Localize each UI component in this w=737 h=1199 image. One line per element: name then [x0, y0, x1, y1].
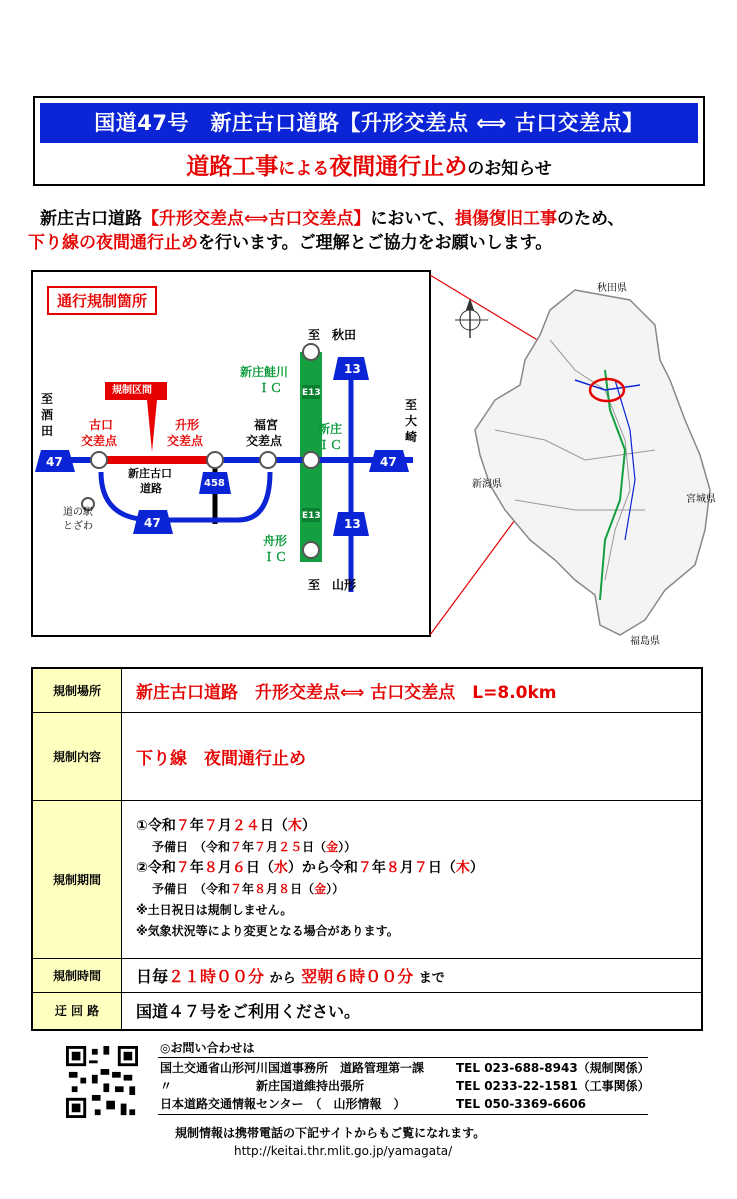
- to-akita-label: 至 秋田: [308, 328, 357, 342]
- table-row: [32, 958, 702, 992]
- shinjo-ic-label-2: ＩＣ: [318, 438, 343, 452]
- contact-line-2-tel: TEL 0233-22-1581（工事関係）: [456, 1079, 650, 1093]
- contact-line-3-org: 日本道路交通情報センター （ 山形情報 ）: [160, 1097, 406, 1111]
- row-value-content: 下り線 夜間通行止め: [122, 712, 703, 800]
- period-line-2: ②令和７年８月６日（水）から令和７年８月７日（木）: [136, 860, 484, 876]
- to-osaki-2: 大: [405, 414, 418, 428]
- to-sakata-3: 田: [41, 424, 54, 438]
- row-value-detour: 国道４７号をご利用ください。: [122, 992, 703, 1030]
- intro-in: において、: [370, 209, 456, 229]
- to-osaki-1: 至: [405, 398, 418, 412]
- subtitle-part2: による: [278, 159, 330, 179]
- intro-line-1: [40, 207, 720, 231]
- pref-akita-label: 秋田県: [597, 283, 627, 294]
- intro-for: のため、: [557, 209, 625, 229]
- pref-miyagi-label: 宮城県: [686, 494, 716, 505]
- subtitle-part3: 夜間通行止め: [329, 154, 468, 180]
- restriction-label: 規制区間: [112, 385, 152, 396]
- masukata-label-2: 交差点: [167, 434, 204, 448]
- contact-line-1-org: 国土交通省山形河川国道事務所 道路管理第一課: [160, 1061, 425, 1075]
- row-value-location: 新庄古口道路 升形交差点⟺ 古口交差点 L=8.0km: [122, 668, 703, 712]
- contact-line-2-org: 〃 新庄国道維持出張所: [160, 1079, 365, 1093]
- funagata-ic-label-1: 舟形: [263, 534, 288, 548]
- route47-shield-west: 47: [46, 455, 63, 469]
- table-row: [32, 668, 702, 712]
- qr-code[interactable]: [66, 1046, 138, 1118]
- e13-shield-north: E13: [302, 388, 321, 398]
- shinjo-sake-ic-label-1: 新庄鮭川: [240, 365, 289, 379]
- period-note-2: ※気象状況等により変更となる場合があります。: [136, 924, 399, 938]
- fukumiya-label-2: 交差点: [246, 434, 283, 448]
- route47-shield-east: 47: [380, 455, 397, 469]
- row-header-content: 規制内容: [32, 712, 122, 800]
- pref-fukushima-label: 福島県: [630, 636, 660, 647]
- route47-shield-loop: 47: [144, 516, 161, 530]
- subtitle-part4: のお知らせ: [467, 159, 552, 179]
- intro-work: 損傷復旧工事: [455, 209, 558, 229]
- road-name-label-2: 道路: [140, 482, 162, 495]
- shinjo-sake-ic-label-2: ＩＣ: [258, 381, 283, 395]
- to-sakata-2: 酒: [41, 408, 54, 422]
- michinoeki-label-1: 道の駅: [63, 507, 93, 518]
- e13-shield-south: E13: [302, 511, 321, 521]
- row-header-period: 規制期間: [32, 800, 122, 958]
- title-box: [33, 96, 705, 186]
- contact-line-1-tel: TEL 023-688-8943（規制関係）: [456, 1061, 650, 1075]
- title-bar: 国道47号 新庄古口道路【升形交差点 ⟺ 古口交差点】: [40, 103, 698, 143]
- intro-closure: 下り線の夜間通行止め: [28, 233, 198, 253]
- subtitle: [35, 148, 703, 181]
- footer-note: 規制情報は携帯電話の下記サイトからもご覧になれます。: [175, 1126, 486, 1140]
- route458-shield: 458: [204, 478, 225, 489]
- road-name-label-1: 新庄古口: [128, 467, 172, 480]
- table-row: [32, 992, 702, 1030]
- kikuchi-label-1: 古口: [89, 418, 114, 432]
- contact-heading: ◎お問い合わせは: [160, 1041, 255, 1055]
- route13-shield-north: 13: [344, 362, 361, 376]
- to-yamagata-label: 至 山形: [308, 578, 357, 592]
- kikuchi-label-2: 交差点: [81, 434, 118, 448]
- period-spare-2: 予備日 （令和７年８月８日（金））: [152, 882, 345, 896]
- schematic-map: [31, 270, 431, 637]
- masukata-label-1: 升形: [175, 418, 200, 432]
- shinjo-ic-label-1: 新庄: [318, 422, 343, 436]
- row-value-period: [122, 800, 703, 958]
- route13-shield-south: 13: [344, 517, 361, 531]
- to-osaki-3: 崎: [405, 430, 418, 444]
- pref-niigata-label: 新潟県: [472, 479, 502, 490]
- period-note-1: ※土日祝日は規制しません。: [136, 903, 293, 917]
- intro-request: を行います。ご理解とご協力をお願いします。: [198, 233, 553, 253]
- info-table: [31, 667, 703, 1031]
- prefecture-map: [455, 280, 730, 650]
- row-header-location: 規制場所: [32, 668, 122, 712]
- contact-box: [158, 1057, 648, 1115]
- period-line-1: ①令和７年７月２４日（木）: [136, 818, 316, 834]
- to-sakata-1: 至: [41, 392, 54, 406]
- intro-road: 新庄古口道路: [40, 209, 142, 229]
- map-roads: [33, 272, 429, 635]
- period-spare-1: 予備日 （令和７年７月２５日（金））: [152, 840, 357, 854]
- michinoeki-label-2: とざわ: [63, 521, 93, 532]
- row-header-time: 規制時間: [32, 958, 122, 992]
- footer-url[interactable]: http://keitai.thr.mlit.go.jp/yamagata/: [234, 1144, 453, 1158]
- intro-section: 【升形交差点⟺古口交差点】: [142, 209, 371, 229]
- table-row: [32, 800, 702, 958]
- intro-line-2: [28, 231, 708, 255]
- table-row: [32, 712, 702, 800]
- map-legend: 通行規制箇所: [47, 286, 157, 315]
- subtitle-part1: 道路工事: [186, 154, 279, 180]
- contact-line-3-tel: TEL 050-3369-6606: [456, 1097, 587, 1111]
- funagata-ic-label-2: ＩＣ: [263, 550, 288, 564]
- row-header-detour: 迂 回 路: [32, 992, 122, 1030]
- row-value-time: 日毎２１時００分 から 翌朝６時００分 まで: [122, 958, 703, 992]
- fukumiya-label-1: 福宮: [254, 418, 279, 432]
